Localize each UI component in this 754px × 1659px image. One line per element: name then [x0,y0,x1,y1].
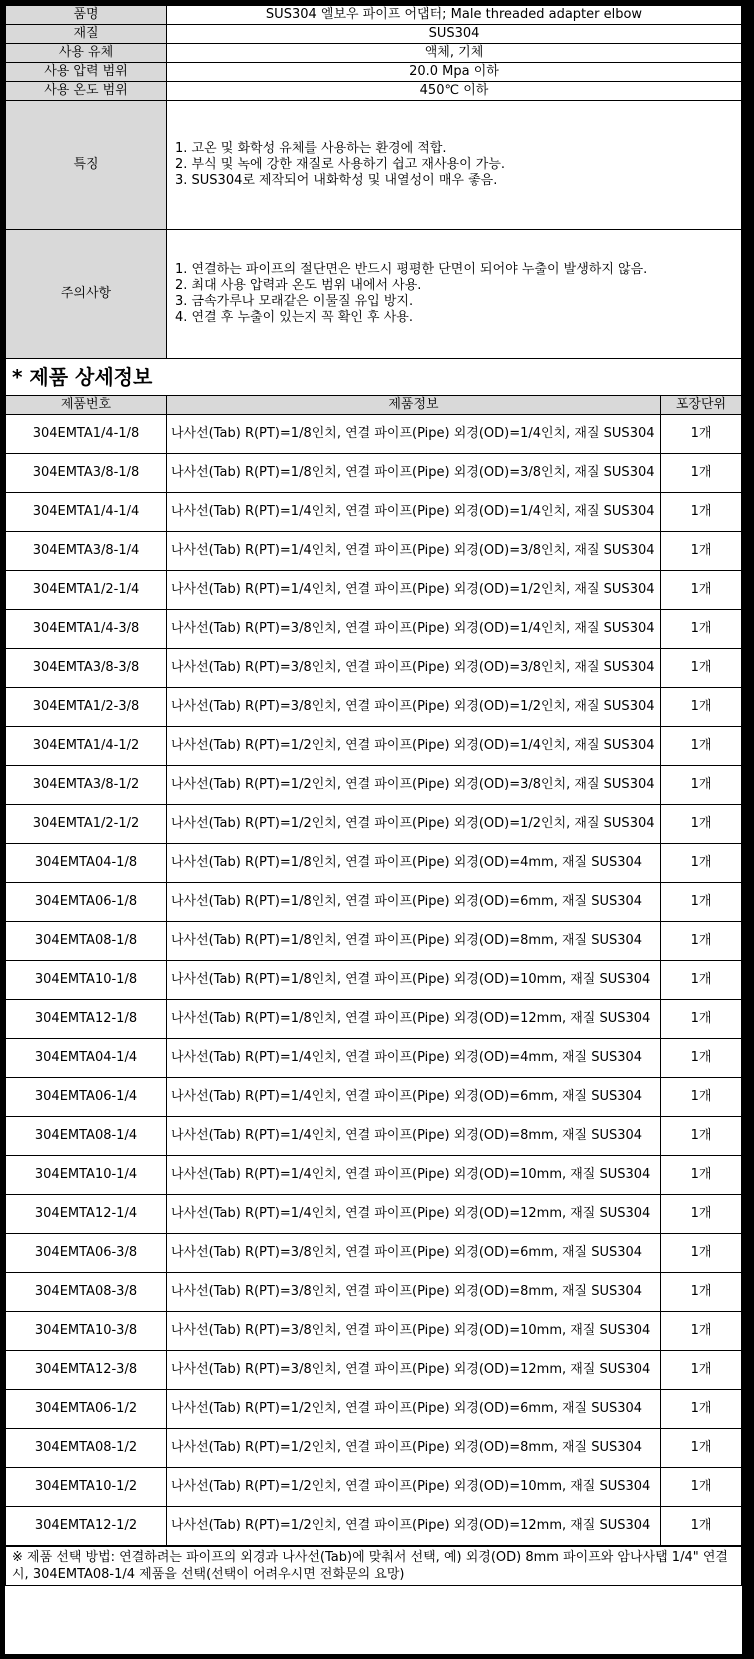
section-title: * 제품 상세정보 [5,359,742,395]
spec-label: 사용 압력 범위 [6,63,167,82]
product-info: 나사선(Tab) R(PT)=3/8인치, 연결 파이프(Pipe) 외경(OD)=8mm, 재질 SUS304 [167,1273,661,1312]
package-unit: 1개 [661,1078,742,1117]
features-label: 특징 [6,101,167,230]
product-info: 나사선(Tab) R(PT)=1/4인치, 연결 파이프(Pipe) 외경(OD)=12mm, 재질 SUS304 [167,1195,661,1234]
spec-value: 20.0 Mpa 이하 [167,63,742,82]
product-code: 304EMTA3/8-1/8 [6,454,167,493]
package-unit: 1개 [661,1195,742,1234]
table-row [6,1273,742,1312]
product-info: 나사선(Tab) R(PT)=1/2인치, 연결 파이프(Pipe) 외경(OD)=1/4인치, 재질 SUS304 [167,727,661,766]
spec-row [6,82,742,101]
product-info: 나사선(Tab) R(PT)=3/8인치, 연결 파이프(Pipe) 외경(OD)=10mm, 재질 SUS304 [167,1312,661,1351]
table-row [6,688,742,727]
product-info: 나사선(Tab) R(PT)=3/8인치, 연결 파이프(Pipe) 외경(OD)=6mm, 재질 SUS304 [167,1234,661,1273]
package-unit: 1개 [661,610,742,649]
package-unit: 1개 [661,1468,742,1507]
table-row [6,883,742,922]
product-code: 304EMTA1/2-3/8 [6,688,167,727]
product-table [5,395,742,1546]
spec-value: 액체, 기체 [167,44,742,63]
package-unit: 1개 [661,1039,742,1078]
product-code: 304EMTA1/4-1/8 [6,415,167,454]
header-code: 제품번호 [6,396,167,415]
spec-row [6,25,742,44]
product-info: 나사선(Tab) R(PT)=1/8인치, 연결 파이프(Pipe) 외경(OD)=8mm, 재질 SUS304 [167,922,661,961]
package-unit: 1개 [661,766,742,805]
package-unit: 1개 [661,805,742,844]
table-row [6,922,742,961]
caution-row [6,230,742,359]
features-item: 3. SUS304로 제작되어 내화학성 및 내열성이 매우 좋음. [175,173,498,188]
spec-label: 사용 유체 [6,44,167,63]
table-row [6,1312,742,1351]
table-row [6,1117,742,1156]
package-unit: 1개 [661,1390,742,1429]
product-code: 304EMTA3/8-1/2 [6,766,167,805]
product-code: 304EMTA12-1/8 [6,1000,167,1039]
table-row [6,532,742,571]
product-info: 나사선(Tab) R(PT)=1/2인치, 연결 파이프(Pipe) 외경(OD)=1/2인치, 재질 SUS304 [167,805,661,844]
caution-item: 3. 금속가루나 모래같은 이물질 유입 방지. [175,294,414,309]
table-row [6,571,742,610]
product-info: 나사선(Tab) R(PT)=3/8인치, 연결 파이프(Pipe) 외경(OD)=12mm, 재질 SUS304 [167,1351,661,1390]
spec-label: 사용 온도 범위 [6,82,167,101]
package-unit: 1개 [661,1273,742,1312]
caution-item: 1. 연결하는 파이프의 절단면은 반드시 평평한 단면이 되어야 누출이 발생하지 않음. [175,262,648,277]
product-code: 304EMTA10-3/8 [6,1312,167,1351]
product-info: 나사선(Tab) R(PT)=1/4인치, 연결 파이프(Pipe) 외경(OD)=4mm, 재질 SUS304 [167,1039,661,1078]
product-info: 나사선(Tab) R(PT)=1/8인치, 연결 파이프(Pipe) 외경(OD)=3/8인치, 재질 SUS304 [167,454,661,493]
package-unit: 1개 [661,961,742,1000]
features-list [167,101,742,230]
product-code: 304EMTA10-1/2 [6,1468,167,1507]
product-code: 304EMTA10-1/8 [6,961,167,1000]
product-code: 304EMTA1/4-3/8 [6,610,167,649]
product-code: 304EMTA10-1/4 [6,1156,167,1195]
product-info: 나사선(Tab) R(PT)=1/8인치, 연결 파이프(Pipe) 외경(OD)=12mm, 재질 SUS304 [167,1000,661,1039]
package-unit: 1개 [661,1117,742,1156]
table-row [6,1000,742,1039]
product-sheet [4,4,743,1655]
package-unit: 1개 [661,493,742,532]
spec-row [6,44,742,63]
product-info: 나사선(Tab) R(PT)=1/4인치, 연결 파이프(Pipe) 외경(OD)=8mm, 재질 SUS304 [167,1117,661,1156]
table-row [6,1234,742,1273]
package-unit: 1개 [661,415,742,454]
spec-value: SUS304 [167,25,742,44]
table-row [6,961,742,1000]
product-code: 304EMTA1/2-1/2 [6,805,167,844]
product-code: 304EMTA06-1/4 [6,1078,167,1117]
product-info: 나사선(Tab) R(PT)=1/2인치, 연결 파이프(Pipe) 외경(OD)=3/8인치, 재질 SUS304 [167,766,661,805]
table-row [6,493,742,532]
table-row [6,1390,742,1429]
package-unit: 1개 [661,922,742,961]
header-unit: 포장단위 [661,396,742,415]
product-info: 나사선(Tab) R(PT)=1/2인치, 연결 파이프(Pipe) 외경(OD)=6mm, 재질 SUS304 [167,1390,661,1429]
product-info: 나사선(Tab) R(PT)=1/8인치, 연결 파이프(Pipe) 외경(OD)=1/4인치, 재질 SUS304 [167,415,661,454]
table-header-row [6,396,742,415]
table-row [6,805,742,844]
product-info: 나사선(Tab) R(PT)=1/4인치, 연결 파이프(Pipe) 외경(OD)=1/4인치, 재질 SUS304 [167,493,661,532]
product-info: 나사선(Tab) R(PT)=1/4인치, 연결 파이프(Pipe) 외경(OD)=1/2인치, 재질 SUS304 [167,571,661,610]
product-info: 나사선(Tab) R(PT)=1/2인치, 연결 파이프(Pipe) 외경(OD)=10mm, 재질 SUS304 [167,1468,661,1507]
table-row [6,415,742,454]
table-row [6,454,742,493]
caution-item: 2. 최대 사용 압력과 온도 범위 내에서 사용. [175,278,422,293]
package-unit: 1개 [661,1507,742,1546]
package-unit: 1개 [661,688,742,727]
product-code: 304EMTA04-1/8 [6,844,167,883]
caution-item: 4. 연결 후 누출이 있는지 꼭 확인 후 사용. [175,310,413,325]
product-info: 나사선(Tab) R(PT)=1/4인치, 연결 파이프(Pipe) 외경(OD)=6mm, 재질 SUS304 [167,1078,661,1117]
package-unit: 1개 [661,1351,742,1390]
spec-label: 품명 [6,6,167,25]
table-row [6,766,742,805]
package-unit: 1개 [661,571,742,610]
product-info: 나사선(Tab) R(PT)=1/8인치, 연결 파이프(Pipe) 외경(OD)=4mm, 재질 SUS304 [167,844,661,883]
header-info: 제품정보 [167,396,661,415]
product-info: 나사선(Tab) R(PT)=1/8인치, 연결 파이프(Pipe) 외경(OD)=6mm, 재질 SUS304 [167,883,661,922]
package-unit: 1개 [661,454,742,493]
product-code: 304EMTA3/8-3/8 [6,649,167,688]
product-info: 나사선(Tab) R(PT)=1/4인치, 연결 파이프(Pipe) 외경(OD)=3/8인치, 재질 SUS304 [167,532,661,571]
package-unit: 1개 [661,883,742,922]
package-unit: 1개 [661,1000,742,1039]
table-row [6,727,742,766]
package-unit: 1개 [661,844,742,883]
caution-label: 주의사항 [6,230,167,359]
table-row [6,844,742,883]
product-code: 304EMTA1/2-1/4 [6,571,167,610]
table-row [6,1507,742,1546]
spec-table [5,5,742,359]
caution-list [167,230,742,359]
product-info: 나사선(Tab) R(PT)=3/8인치, 연결 파이프(Pipe) 외경(OD)=1/2인치, 재질 SUS304 [167,688,661,727]
table-row [6,1468,742,1507]
product-code: 304EMTA08-1/2 [6,1429,167,1468]
package-unit: 1개 [661,532,742,571]
package-unit: 1개 [661,727,742,766]
package-unit: 1개 [661,1156,742,1195]
spec-value: 450℃ 이하 [167,82,742,101]
product-info: 나사선(Tab) R(PT)=1/4인치, 연결 파이프(Pipe) 외경(OD)=10mm, 재질 SUS304 [167,1156,661,1195]
package-unit: 1개 [661,1312,742,1351]
product-info: 나사선(Tab) R(PT)=3/8인치, 연결 파이프(Pipe) 외경(OD)=3/8인치, 재질 SUS304 [167,649,661,688]
table-row [6,610,742,649]
spec-row [6,63,742,82]
product-code: 304EMTA08-1/4 [6,1117,167,1156]
product-code: 304EMTA08-1/8 [6,922,167,961]
footer-note: ※ 제품 선택 방법: 연결하려는 파이프의 외경과 나사선(Tab)에 맞춰서 선택, 예) 외경(OD) 8mm 파이프와 암나사탭 1/4" 연결 시, 304EMTA08-1/4 제품을 선택(선택이 어려우시면 전화문의 요망) [5,1546,742,1586]
product-code: 304EMTA06-1/8 [6,883,167,922]
table-row [6,1039,742,1078]
product-code: 304EMTA06-1/2 [6,1390,167,1429]
product-code: 304EMTA3/8-1/4 [6,532,167,571]
product-code: 304EMTA08-3/8 [6,1273,167,1312]
product-code: 304EMTA1/4-1/2 [6,727,167,766]
product-code: 304EMTA04-1/4 [6,1039,167,1078]
features-item: 1. 고온 및 화학성 유체를 사용하는 환경에 적합. [175,141,447,156]
spec-row [6,6,742,25]
package-unit: 1개 [661,1234,742,1273]
features-row [6,101,742,230]
table-row [6,1429,742,1468]
table-row [6,1156,742,1195]
package-unit: 1개 [661,649,742,688]
product-code: 304EMTA12-1/4 [6,1195,167,1234]
product-code: 304EMTA06-3/8 [6,1234,167,1273]
table-row [6,1195,742,1234]
spec-value: SUS304 엘보우 파이프 어댑터; Male threaded adapter elbow [167,6,742,25]
spec-label: 재질 [6,25,167,44]
table-row [6,1351,742,1390]
product-info: 나사선(Tab) R(PT)=1/2인치, 연결 파이프(Pipe) 외경(OD)=12mm, 재질 SUS304 [167,1507,661,1546]
table-row [6,1078,742,1117]
features-item: 2. 부식 및 녹에 강한 재질로 사용하기 쉽고 재사용이 가능. [175,157,506,172]
product-code: 304EMTA1/4-1/4 [6,493,167,532]
product-info: 나사선(Tab) R(PT)=1/8인치, 연결 파이프(Pipe) 외경(OD)=10mm, 재질 SUS304 [167,961,661,1000]
product-info: 나사선(Tab) R(PT)=3/8인치, 연결 파이프(Pipe) 외경(OD)=1/4인치, 재질 SUS304 [167,610,661,649]
package-unit: 1개 [661,1429,742,1468]
product-code: 304EMTA12-3/8 [6,1351,167,1390]
table-row [6,649,742,688]
product-info: 나사선(Tab) R(PT)=1/2인치, 연결 파이프(Pipe) 외경(OD)=8mm, 재질 SUS304 [167,1429,661,1468]
product-code: 304EMTA12-1/2 [6,1507,167,1546]
